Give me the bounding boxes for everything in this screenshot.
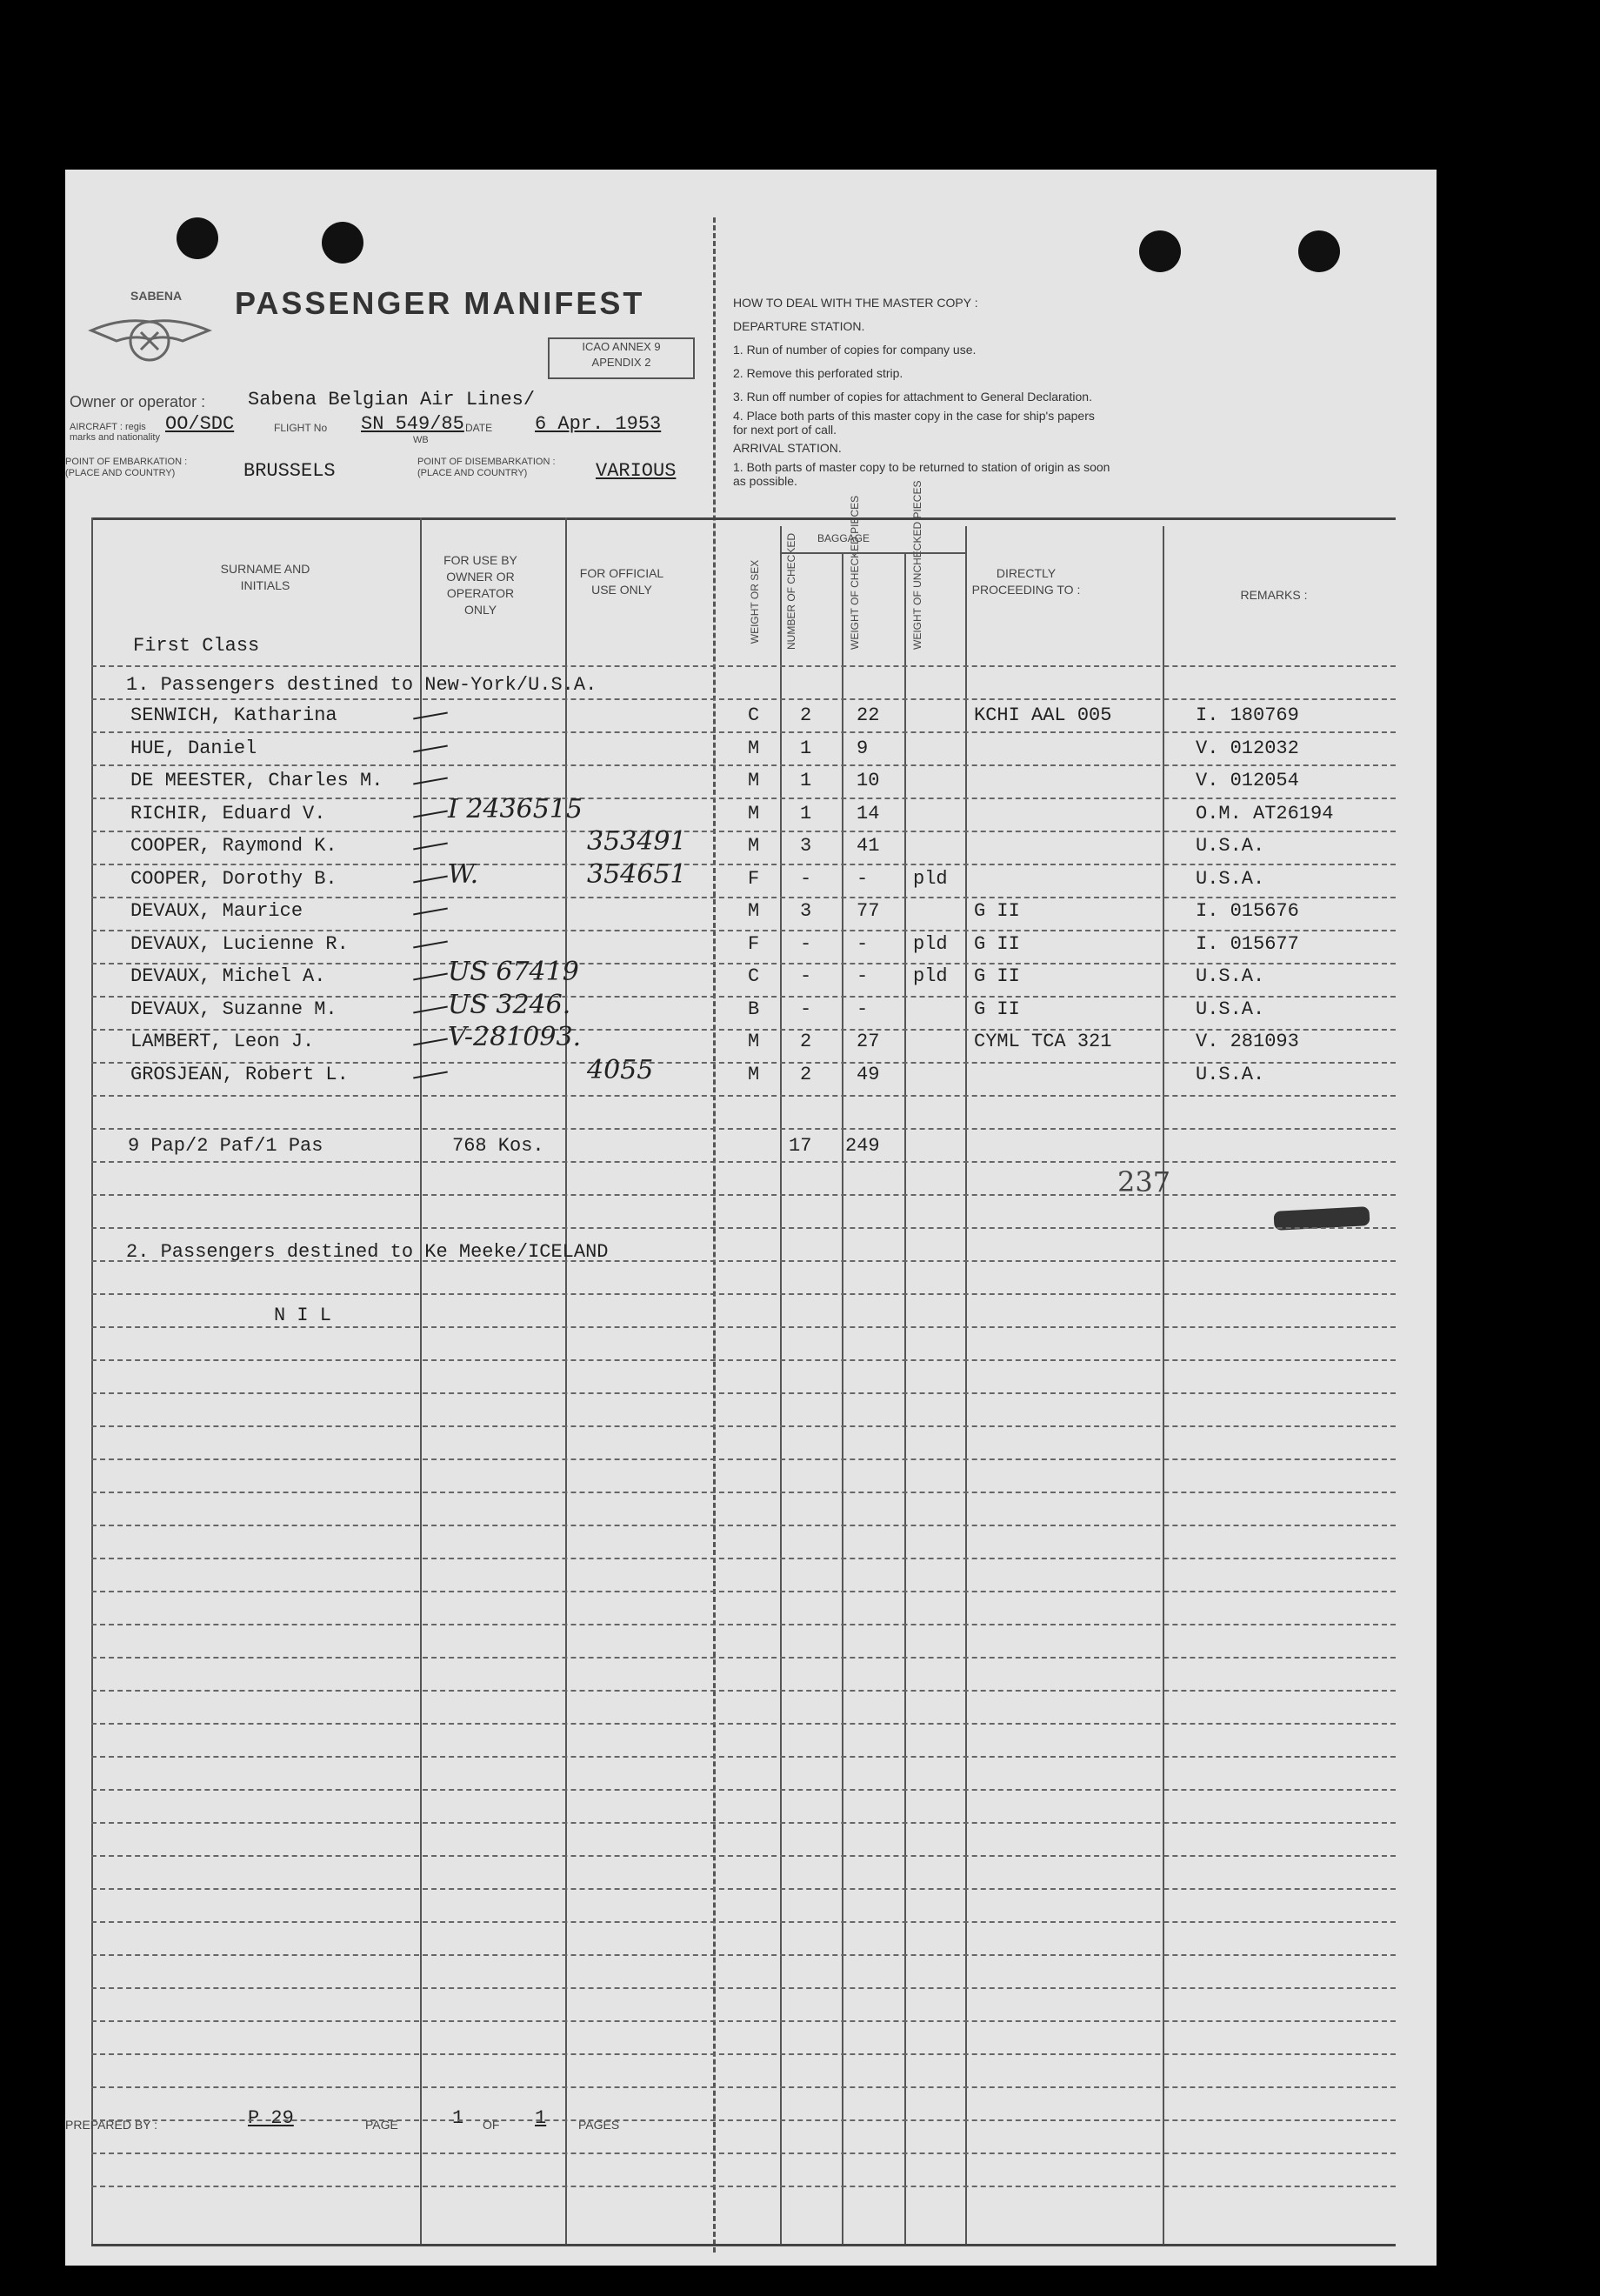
ruled-line (91, 1558, 1396, 1559)
page-value: 1 (452, 2107, 464, 2129)
ruled-line (91, 1293, 1396, 1295)
check-mark (413, 843, 448, 851)
bag-number: 1 (800, 737, 812, 759)
check-mark (413, 908, 448, 916)
instruction-item: for next port of call. (733, 423, 837, 437)
ruled-line (91, 1657, 1396, 1659)
disembark-label: POINT OF DISEMBARKATION : (PLACE AND COUNTRY) (417, 457, 556, 478)
remarks-value: V. 012054 (1196, 770, 1299, 791)
passenger-name: HUE, Daniel (130, 737, 257, 759)
ruled-line (91, 1921, 1396, 1923)
ruled-line (91, 2186, 1396, 2187)
ruled-line (91, 2053, 1396, 2055)
remarks-value: O.M. AT26194 (1196, 802, 1334, 824)
bag-number: - (800, 965, 812, 987)
manifest-sheet (65, 170, 1437, 2266)
col-baggage: BAGGAGE (817, 532, 870, 544)
punch-hole (1298, 230, 1340, 272)
punch-hole (177, 217, 218, 259)
ruled-line (91, 1492, 1396, 1493)
bag-number: 2 (800, 1063, 812, 1085)
bag-number: 1 (800, 802, 812, 824)
bag-weight: 49 (857, 1063, 880, 1085)
remarks-value: V. 012032 (1196, 737, 1299, 759)
remarks-value: U.S.A. (1196, 965, 1265, 987)
ruled-line (91, 1128, 1396, 1130)
passenger-name: RICHIR, Eduard V. (130, 802, 326, 824)
ruled-line (91, 764, 1396, 766)
form-title: PASSENGER MANIFEST (235, 285, 645, 321)
passenger-name: DE MEESTER, Charles M. (130, 770, 383, 791)
passenger-name: DEVAUX, Lucienne R. (130, 932, 349, 955)
proceeding-to: CYML TCA 321 (974, 1031, 1112, 1052)
remarks-value: I. 015676 (1196, 900, 1299, 922)
bag-weight: 27 (857, 1031, 880, 1052)
instruction-item: 2. Remove this perforated strip. (733, 366, 903, 380)
ruled-line (91, 698, 1396, 700)
remarks-value: I. 015677 (1196, 932, 1299, 955)
owner-value: Sabena Belgian Air Lines/ (248, 389, 536, 410)
ruled-line (91, 930, 1396, 931)
owner-note: I 2436515 (448, 793, 583, 824)
table-bottom-line (91, 2244, 1396, 2246)
passenger-sex: F (748, 932, 760, 955)
ruled-line (91, 1987, 1396, 1989)
remarks-value: U.S.A. (1196, 998, 1265, 1020)
totals-weight: 768 Kos. (452, 1135, 544, 1157)
passenger-name: GROSJEAN, Robert L. (130, 1063, 349, 1085)
ruled-line (91, 1392, 1396, 1394)
col-number-checked: NUMBER OF CHECKED (785, 532, 797, 650)
flight-label: FLIGHT No (274, 422, 328, 434)
check-mark (413, 940, 448, 948)
bag-unchecked: pld (913, 965, 948, 987)
bag-weight: - (857, 965, 869, 987)
bag-number: - (800, 998, 812, 1020)
remarks-value: U.S.A. (1196, 867, 1265, 890)
aircraft-value: OO/SDC (165, 413, 235, 435)
ruled-line (91, 1822, 1396, 1824)
owner-note: W. (448, 858, 479, 890)
ruled-line (91, 1789, 1396, 1791)
ruled-line (91, 1425, 1396, 1427)
passenger-name: DEVAUX, Michel A. (130, 965, 326, 987)
annex-line2: APENDIX 2 (591, 356, 651, 369)
ruled-line (91, 665, 1396, 667)
official-note: 354651 (587, 858, 687, 890)
bag-weight: - (857, 998, 869, 1020)
instruction-item: 4. Place both parts of this master copy in the case for ship's papers (733, 409, 1095, 423)
sabena-logo (87, 287, 213, 383)
col-weight-checked: WEIGHT OF CHECKED PIECES (849, 495, 861, 650)
bag-unchecked: pld (913, 867, 948, 890)
passenger-sex: M (748, 1063, 760, 1085)
date-value: 6 Apr. 1953 (535, 413, 662, 435)
check-mark (413, 712, 448, 720)
proceeding-to: G II (974, 932, 1020, 955)
owner-label: Owner or operator : (70, 393, 206, 410)
check-mark (413, 973, 448, 981)
group1-heading: 1. Passengers destined to New-York/U.S.A. (126, 674, 597, 696)
col-divider (1163, 526, 1164, 2244)
ruled-line (91, 1855, 1396, 1857)
passenger-name: COOPER, Dorothy B. (130, 867, 337, 890)
passenger-sex: B (748, 998, 760, 1020)
totals-note: 237 (1117, 1165, 1171, 1198)
official-note: 353491 (587, 826, 687, 857)
group2-value: N I L (274, 1305, 332, 1326)
flight-suffix: WB (413, 435, 429, 445)
disembark-value: VARIOUS (596, 460, 677, 482)
remarks-value: U.S.A. (1196, 1063, 1265, 1085)
passenger-name: DEVAUX, Maurice (130, 900, 303, 922)
check-mark (413, 1005, 448, 1013)
instructions-block (733, 291, 1110, 488)
passenger-sex: M (748, 770, 760, 791)
remarks-value: V. 281093 (1196, 1031, 1299, 1052)
annex-box (548, 337, 695, 379)
ruled-line (91, 731, 1396, 733)
ruled-line (91, 963, 1396, 964)
col-divider (780, 526, 782, 2244)
bag-unchecked: pld (913, 932, 948, 955)
ruled-line (91, 1954, 1396, 1956)
aircraft-label: AIRCRAFT : regis marks and nationality (70, 422, 160, 443)
bag-weight: 14 (857, 802, 880, 824)
ruled-line (91, 1756, 1396, 1758)
owner-note: V-281093. (448, 1022, 582, 1052)
ruled-line (91, 2152, 1396, 2154)
bag-weight: 41 (857, 835, 880, 857)
col-divider (91, 517, 93, 2244)
col-divider (420, 517, 422, 2244)
check-mark (413, 744, 448, 752)
ruled-line (91, 2086, 1396, 2088)
col-remarks: REMARKS : (1240, 588, 1308, 602)
passenger-name: SENWICH, Katharina (130, 704, 337, 726)
punch-hole (322, 222, 363, 264)
pages-label: PAGES (578, 2118, 620, 2132)
check-mark (413, 810, 448, 818)
col-divider (904, 552, 906, 2244)
bag-number: 3 (800, 900, 812, 922)
ruled-line (91, 2020, 1396, 2022)
proceeding-to: KCHI AAL 005 (974, 704, 1112, 726)
passenger-name: LAMBERT, Leon J. (130, 1031, 315, 1052)
passenger-sex: F (748, 867, 760, 890)
passenger-sex: C (748, 704, 760, 726)
ruled-line (91, 1260, 1396, 1262)
instructions-departure: DEPARTURE STATION. (733, 319, 865, 333)
ruled-line (91, 897, 1396, 898)
passenger-sex: M (748, 802, 760, 824)
col-weight-sex: WEIGHT OR SEX (749, 559, 761, 644)
flight-value: SN 549/85 (361, 413, 464, 435)
instruction-item: 3. Run off number of copies for attachment to General Declaration. (733, 390, 1092, 404)
ruled-line (91, 1326, 1396, 1328)
proceeding-to: G II (974, 900, 1020, 922)
instruction-item: as possible. (733, 474, 797, 488)
remarks-value: I. 180769 (1196, 704, 1299, 726)
bag-weight: 9 (857, 737, 869, 759)
ruled-line (91, 1624, 1396, 1625)
owner-note: US 67419 (448, 957, 579, 987)
ruled-line (91, 1194, 1396, 1196)
bag-number: 2 (800, 704, 812, 726)
instructions-arrival: ARRIVAL STATION. (733, 441, 842, 455)
ruled-line (91, 1458, 1396, 1460)
class-label: First Class (133, 635, 260, 657)
ruled-line (91, 1161, 1396, 1163)
embark-value: BRUSSELS (243, 460, 336, 482)
owner-note: US 3246. (448, 989, 571, 1020)
ruled-line (91, 1095, 1396, 1097)
bag-number: 2 (800, 1031, 812, 1052)
logo-text: SABENA (130, 289, 183, 303)
bag-number: 1 (800, 770, 812, 791)
ruled-line (91, 1723, 1396, 1725)
table-top-line (91, 517, 1396, 520)
totals-num: 17 (789, 1135, 812, 1157)
col-divider (565, 517, 567, 2244)
instructions-heading: HOW TO DEAL WITH THE MASTER COPY : (733, 296, 978, 310)
col-owner-use: FOR USE BY OWNER OR OPERATOR ONLY (443, 553, 517, 617)
check-mark (413, 1071, 448, 1078)
bag-weight: 10 (857, 770, 880, 791)
ruled-line (91, 1227, 1396, 1229)
of-label: OF (483, 2118, 500, 2132)
of-value: 1 (535, 2107, 547, 2129)
prepared-value: P 29 (248, 2107, 294, 2129)
official-note: 4055 (587, 1054, 654, 1085)
passenger-sex: M (748, 1031, 760, 1052)
instruction-item: 1. Run of number of copies for company use. (733, 343, 977, 357)
col-weight-unchecked: WEIGHT OF UNCHECKED PIECES (911, 480, 923, 650)
passenger-sex: M (748, 737, 760, 759)
bag-weight: 22 (857, 704, 880, 726)
passenger-sex: C (748, 965, 760, 987)
check-mark (413, 1038, 448, 1046)
ruled-line (91, 1888, 1396, 1890)
bag-weight: - (857, 867, 869, 890)
bag-number: - (800, 867, 812, 890)
bag-number: 3 (800, 835, 812, 857)
ruled-line (91, 1690, 1396, 1692)
prepared-label: PREPARED BY : (65, 2118, 158, 2132)
bag-weight: - (857, 932, 869, 955)
bag-number: - (800, 932, 812, 955)
embark-label: POINT OF EMBARKATION : (PLACE AND COUNTRY) (65, 457, 188, 478)
ruled-line (91, 2119, 1396, 2121)
check-mark (413, 875, 448, 883)
passenger-sex: M (748, 900, 760, 922)
ruled-line (91, 831, 1396, 832)
perforation-line (713, 217, 716, 2253)
annex-line1: ICAO ANNEX 9 (582, 340, 661, 353)
totals-label: 9 Pap/2 Paf/1 Pas (128, 1135, 323, 1157)
passenger-name: COOPER, Raymond K. (130, 835, 337, 857)
passenger-sex: M (748, 835, 760, 857)
col-surname: SURNAME AND INITIALS (220, 562, 310, 592)
col-divider (965, 526, 967, 2244)
ruled-line (91, 1359, 1396, 1361)
passenger-name: DEVAUX, Suzanne M. (130, 998, 337, 1020)
date-label: DATE (465, 422, 493, 434)
col-official-use: FOR OFFICIAL USE ONLY (579, 566, 664, 597)
check-mark (413, 778, 448, 785)
page-label: PAGE (365, 2118, 398, 2132)
baggage-top-line (780, 552, 965, 554)
proceeding-to: G II (974, 998, 1020, 1020)
group2-heading: 2. Passengers destined to Ke Meeke/ICELAND (126, 1241, 609, 1263)
bag-weight: 77 (857, 900, 880, 922)
col-proceeding: DIRECTLY PROCEEDING TO : (971, 566, 1081, 597)
proceeding-to: G II (974, 965, 1020, 987)
ruled-line (91, 1591, 1396, 1592)
punch-hole (1139, 230, 1181, 272)
ruled-line (91, 864, 1396, 865)
remarks-value: U.S.A. (1196, 835, 1265, 857)
totals-wt: 249 (845, 1135, 880, 1157)
ruled-line (91, 798, 1396, 799)
instruction-item: 1. Both parts of master copy to be returned to station of origin as soon (733, 460, 1110, 474)
ruled-line (91, 1525, 1396, 1526)
col-divider (842, 552, 843, 2244)
